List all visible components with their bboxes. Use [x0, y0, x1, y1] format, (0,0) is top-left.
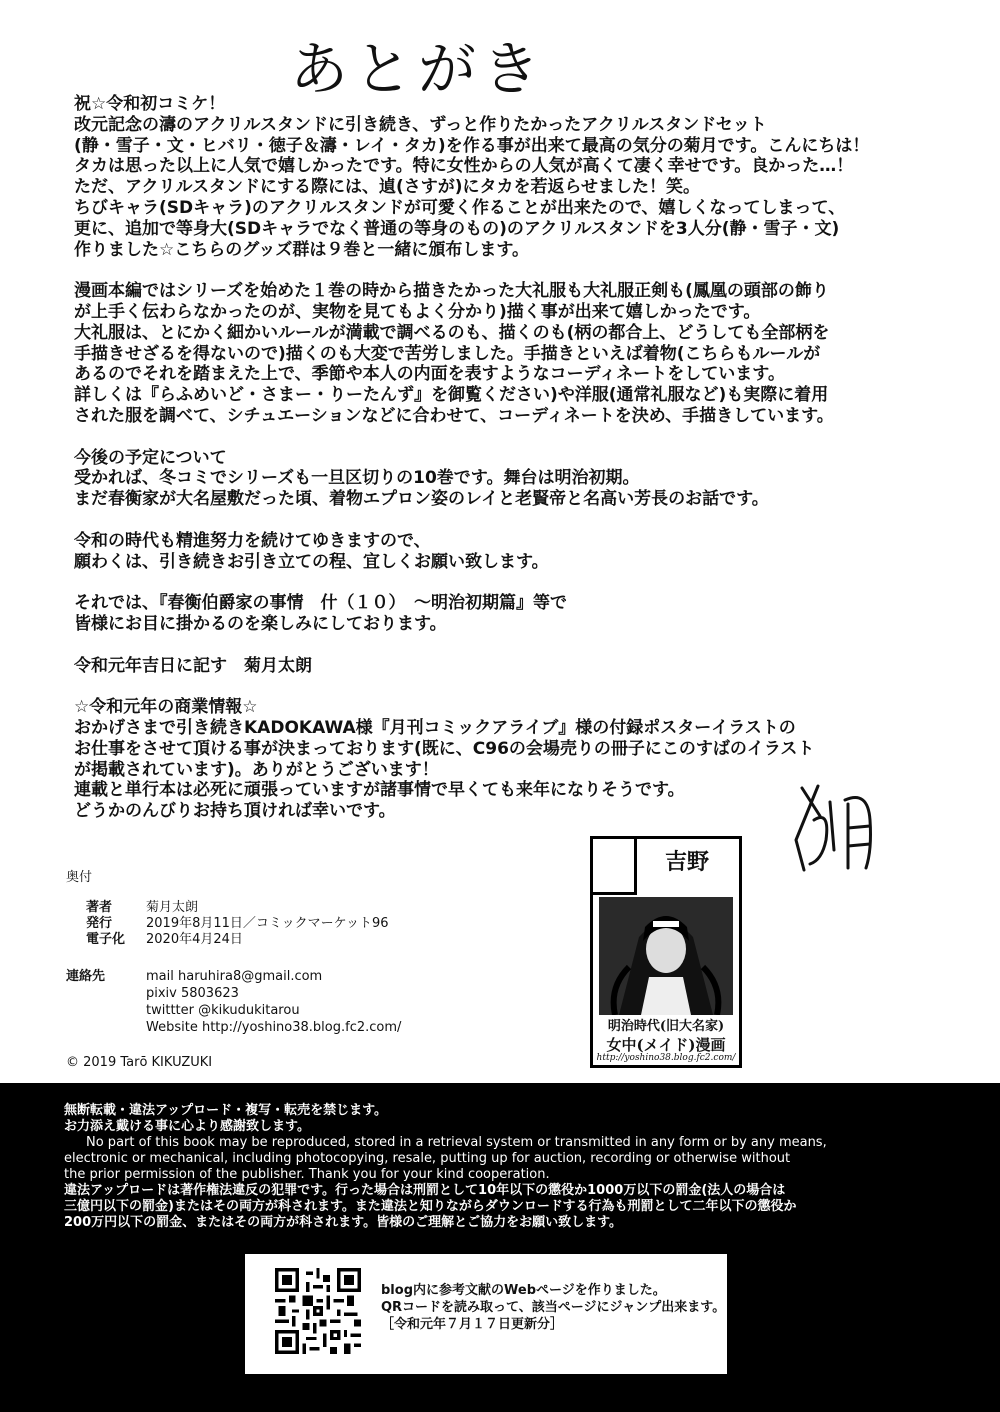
qr-note-line: blog内に参考文献のWebページを作りました。 — [381, 1283, 666, 1298]
contact-website: Website http://yoshino38.blog.fc2.com/ — [146, 1020, 402, 1035]
contact-pixiv: pixiv 5803623 — [146, 986, 239, 1001]
qr-note-text — [381, 1282, 725, 1333]
legal-jp-penalty: 違法アップロードは著作権法違反の犯罪です。行った場合は刑罰として10年以下の懲役か1000万以下の罰金(法人の場合は 三億円以下の罰金)またはその両方が科されます。また違法と知りながらダウンロードする行為も刑罰として二年以下の懲役か 200万円以下の罰金、またはその両方が科されます。皆様のご理解とご協力をお願い致します。 — [64, 1183, 797, 1230]
colophon-value: 2019年8月11日／コミックマーケット96 — [146, 916, 389, 931]
colophon-row-author — [86, 900, 389, 916]
colophon-table — [86, 900, 389, 948]
legal-text — [64, 1103, 944, 1231]
legal-jp-notice: 無断転載・違法アップロード・複写・転売を禁じます。 お力添え戴ける事に心より感謝致します。 — [64, 1103, 388, 1134]
maid-illustration — [599, 897, 733, 1015]
colophon-row-digital — [86, 932, 389, 948]
contact-block — [66, 968, 401, 1036]
contact-twitter: twittter @kikudukitarou — [146, 1003, 300, 1018]
qr-note-line: ［令和元年７月１７日更新分］ — [381, 1317, 564, 1332]
qr-code-icon[interactable] — [275, 1268, 361, 1354]
contact-row — [66, 968, 401, 1036]
circle-cut-card — [590, 836, 742, 1068]
handwritten-signature — [790, 780, 890, 875]
colophon-key: 発行 — [86, 916, 113, 931]
paragraph-greeting: 祝☆令和初コミケ！ 改元記念の濤のアクリルスタンドに引き続き、ずっと作りたかったアクリルスタンドセット (静・雪子・文・ヒバリ・徳子＆濤・レイ・タカ)を作る事が出来て最高の気分の菊月です。こんにちは！ タカは思った以上に人気で嬉しかったです。特に女性からの人気が高くて凄く幸せです。良かった…！ ただ、アクリルスタンドにする際には、遉(さすが)にタカを若返らせました！笑。 ちびキャラ(SDキャラ)のアクリルスタンドが可愛く作ることが出来たので、嬉しくなってしまって、 更に、追加で等身大(SDキャラでなく普通の等身のもの)のアクリルスタンドを3人分(静・雪子・文) 作りました☆こちらのグッズ群は９巻と一緒に頒布します。 — [74, 94, 870, 260]
colophon-value: 2020年4月24日 — [146, 932, 243, 947]
legal-en-notice-1: No part of this book may be reproduced, stored in a retrieval system or transmitted in any form or by any means, — [86, 1135, 827, 1150]
colophon-key: 電子化 — [86, 932, 126, 947]
copyright-notice: © 2019 Tarō KIKUZUKI — [66, 1055, 213, 1070]
contact-lines — [146, 968, 401, 1036]
paragraph-commercial-info: ☆令和元年の商業情報☆ おかげさまで引き続きKADOKAWA様『月刊コミックアライブ』様の付録ポスターイラストの お仕事をさせて頂ける事が決まっております(既に、C96の会場売りの冊子にこのすばのイラスト が掲載されています)。ありがとうございます！ 連載と単行本は必死に頑張っていますが諸事情で早くても来年になりそうです。 どうかのんびりお持ち頂ければ幸いです。 — [74, 697, 815, 822]
qr-note-line: QRコードを読み取って、該当ページにジャンプ出来ます。 — [381, 1300, 726, 1315]
card-url: http://yoshino38.blog.fc2.com/ — [596, 1053, 736, 1063]
colophon-row-published — [86, 916, 389, 932]
afterword-body — [74, 94, 944, 822]
colophon-value: 菊月太朗 — [146, 900, 199, 915]
paragraph-manga: 漫画本編ではシリーズを始めた１巻の時から描きたかった大礼服も大礼服正剣も(鳳凰の頭部の飾り が上手く伝わらなかったのが、実物を見てもよく分かり)描く事が出来て嬉しかったです。 大礼服は、とにかく細かいルールが満載で調べるのも、描くのも(柄の都合上、どうしても全部柄を 手描きせざるを得ないので)描くのも大変で苦労しました。手描きといえば着物(こちらもルールが あるのでそれを踏まえた上で、季節や本人の内面を表すようなコーディネートをしています。 詳しくは『らふめいど・さまー・りーたんず』を御覧ください)や洋服(通常礼服など)も実際に着用 された服を調べて、シチュエーションなどに合わせて、コーディネートを決め、手描きしています。 — [74, 281, 834, 426]
paragraph-reiwa: 令和の時代も精進努力を続けてゆきますので、 願わくは、引き続きお引き立ての程、宜しくお願い致します。 — [74, 530, 549, 572]
paragraph-signature-line: 令和元年吉日に記す 菊月太朗 — [74, 655, 312, 676]
qr-note-box — [245, 1254, 727, 1374]
colophon-title: 奥付 — [66, 870, 93, 885]
circle-name: 吉野 — [664, 849, 709, 875]
paragraph-closing: それでは、『春衡伯爵家の事情 什（１０） ～明治初期篇』等で 皆様にお目に掛かるのを楽しみにしております。 — [74, 593, 567, 634]
legal-footer — [0, 1083, 1000, 1412]
legal-en-notice-2: electronic or mechanical, including photocopying, resale, putting up for auction, recording or otherwise without the prior permission of the publisher. Thank you for your kind cooperation. — [64, 1151, 791, 1182]
card-caption-era: 明治時代(旧大名家) — [607, 1019, 725, 1034]
colophon-key: 著者 — [86, 900, 113, 915]
paragraph-schedule: 今後の予定について 受かれば、冬コミでシリーズも一旦区切りの10巻です。舞台は明治初期。 まだ春衡家が大名屋敷だった頃、着物エプロン姿のレイと老賢帝と名高い芳長のお話です。 — [74, 447, 769, 510]
contact-mail: mail haruhira8@gmail.com — [146, 969, 323, 984]
contact-key: 連絡先 — [66, 969, 106, 984]
circle-number-box — [593, 839, 637, 895]
card-caption-maid: 女中(メイド)漫画 — [606, 1036, 726, 1054]
page-title: あとがき — [290, 35, 547, 103]
